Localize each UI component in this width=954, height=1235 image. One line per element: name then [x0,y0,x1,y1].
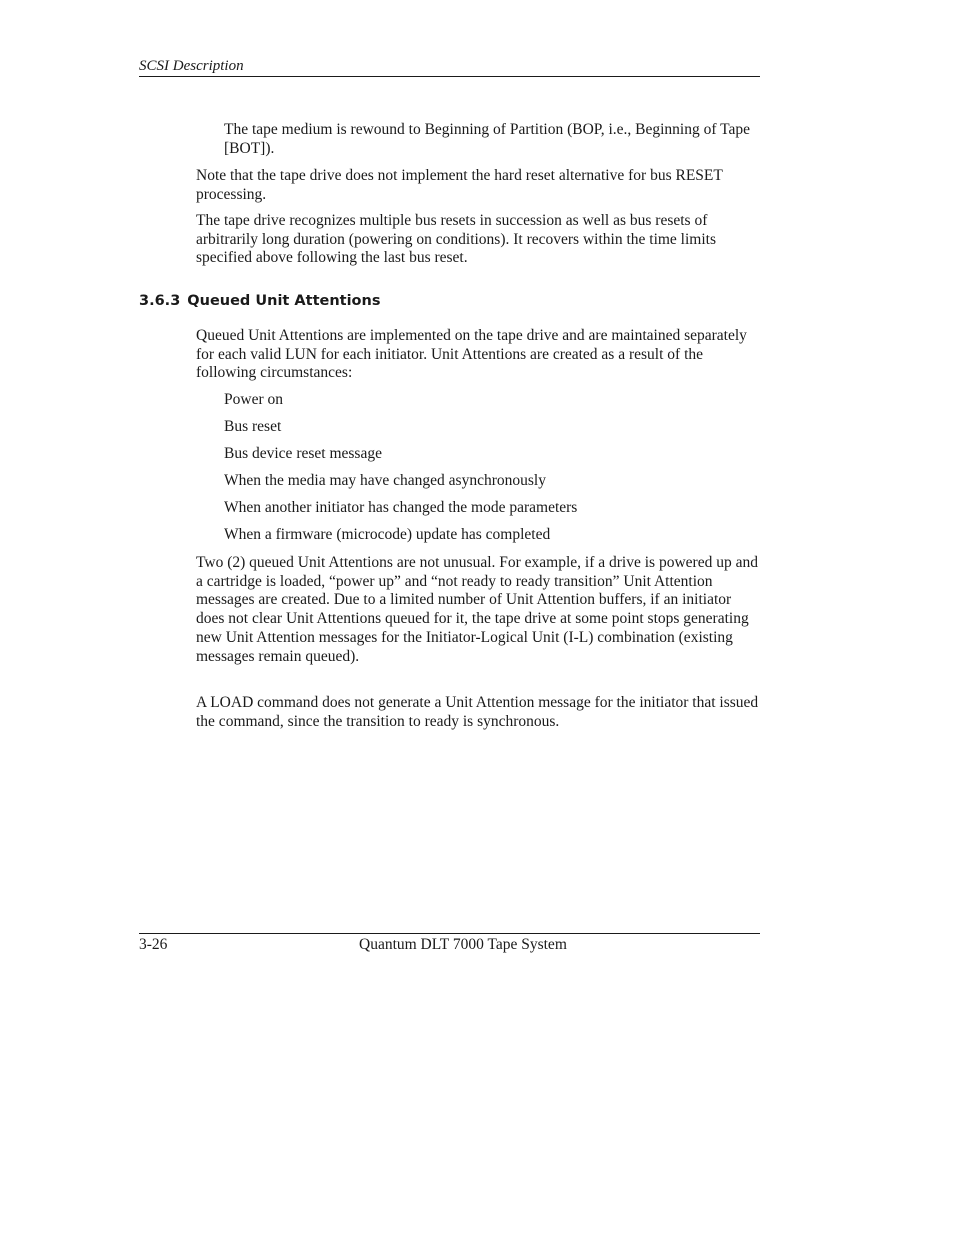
paragraph-multiple-resets: The tape drive recognizes multiple bus resets in succession as well as bus resets of arbitrarily long duration (powering on conditions). It recovers within the time limits specified above following the last bus reset. [196,212,716,267]
paragraph-load-command: A LOAD command does not generate a Unit Attention message for the initiator that issued the command, since the transition to ready is synchronous. [196,694,759,730]
circumstance-list [224,390,577,552]
paragraph-queued-attentions: Two (2) queued Unit Attentions are not unusual. For example, if a drive is powered up and a cartridge is loaded, “power up” and “not ready to ready transition” Unit Attention messages are created. Due to a limited number of Unit Attention buffers, if an initiator does not clear Unit Attentions queued for it, the tape drive at some point stops generating new Unit Attention messages for the Initiator-Logical Unit (I-L) combination (existing messages remain queued). [196,554,758,665]
list-item: When the media may have changed asynchronously [224,472,546,489]
section-intro: Queued Unit Attentions are implemented on the tape drive and are maintained separately for each valid LUN for each initiator. Unit Attentions are created as a result of the following circumstances: [196,327,747,382]
header-rule [139,76,760,77]
section-title: Queued Unit Attentions [187,293,381,309]
footer-rule [139,933,760,934]
list-item: When a firmware (microcode) update has completed [224,526,551,543]
section-heading [139,291,380,311]
paragraph-rewind: The tape medium is rewound to Beginning of Partition (BOP, i.e., Beginning of Tape [BOT]). [224,121,750,157]
page-number: 3-26 [139,936,168,953]
list-item: Bus device reset message [224,445,382,462]
paragraph-hard-reset-note: Note that the tape drive does not implement the hard reset alternative for bus RESET processing. [196,167,723,203]
list-item: Bus reset [224,418,282,435]
list-item: When another initiator has changed the mode parameters [224,499,578,516]
footer-document-title: Quantum DLT 7000 Tape System [359,936,567,953]
list-item: Power on [224,391,283,408]
running-header: SCSI Description [139,58,244,74]
section-number: 3.6.3 [139,293,181,309]
